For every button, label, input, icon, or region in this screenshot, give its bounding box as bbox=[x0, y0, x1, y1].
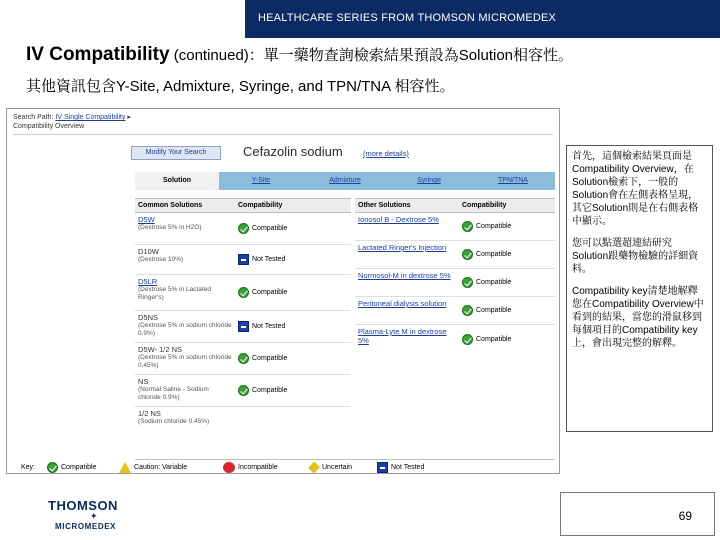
callout-paragraph: 首先，這個檢索結果頁面是Compatibility Overview，在Solution檢索下，一般的Solution會在左側表格呈現，其它Solution則是在右側表格中顯示。 bbox=[572, 151, 699, 227]
page-number-box bbox=[560, 492, 715, 536]
solution-desc: (Normal Saline - Sodium chloride 0.9%) bbox=[138, 386, 209, 401]
key-item-compatible[interactable] bbox=[47, 462, 96, 473]
table-row bbox=[355, 269, 555, 297]
table-row bbox=[355, 241, 555, 269]
solution-link[interactable]: Ionosol B - Dextrose 5% bbox=[358, 215, 439, 224]
micromedex-logo: MICROMEDEX bbox=[55, 522, 117, 531]
table-row bbox=[355, 213, 555, 241]
solution-desc: (Dextrose 10%) bbox=[138, 256, 184, 263]
status-text: Not Tested bbox=[252, 256, 286, 263]
not-tested-icon bbox=[238, 254, 249, 265]
status-text: Compatible bbox=[252, 355, 288, 362]
header-left-block bbox=[0, 0, 245, 38]
modify-search-button[interactable]: Modify Your Search bbox=[131, 146, 221, 160]
common-solutions-table bbox=[135, 198, 351, 433]
table-row bbox=[135, 375, 351, 407]
tab-admixture[interactable]: Admixture bbox=[329, 177, 361, 184]
solution-link[interactable]: Lactated Ringer's Injection bbox=[358, 243, 447, 252]
table-row bbox=[135, 245, 351, 275]
slide-subtitle: 其他資訊包含Y-Site, Admixture, Syringe, and TPN/TNA 相容性。 bbox=[26, 78, 455, 95]
solution-desc: (Sodium chloride 0.45%) bbox=[138, 418, 210, 425]
status-text: Compatible bbox=[476, 279, 512, 286]
compatible-icon bbox=[238, 353, 249, 364]
slide-title bbox=[26, 44, 573, 66]
solution-link[interactable]: Normosol-M in dextrose 5% bbox=[358, 271, 451, 280]
solution-desc: (Dextrose 5% in Lactated Ringer's) bbox=[138, 286, 211, 301]
solution-link[interactable]: D5W bbox=[138, 215, 155, 224]
solution-desc: (Dextrose 5% in sodium chloride 0.45%) bbox=[138, 354, 232, 369]
compatible-icon bbox=[238, 287, 249, 298]
status-text: Compatible bbox=[252, 289, 288, 296]
table-row bbox=[135, 343, 351, 375]
series-tag: HEALTHCARE SERIES FROM THOMSON MICROMEDEX bbox=[258, 12, 557, 24]
column-header: Compatibility bbox=[238, 202, 283, 209]
table-row bbox=[135, 275, 351, 311]
compatibility-key bbox=[21, 459, 555, 473]
title-rest: (continued)：單一藥物查詢檢索結果預設為Solution相容性。 bbox=[169, 47, 573, 64]
compatible-icon bbox=[238, 223, 249, 234]
key-item-caution[interactable] bbox=[119, 462, 187, 473]
status-text: Compatible bbox=[476, 251, 512, 258]
not-tested-icon bbox=[377, 462, 388, 473]
tab-y-site[interactable]: Y-Site bbox=[251, 177, 271, 184]
status-text: Compatible bbox=[476, 307, 512, 314]
table-row bbox=[135, 311, 351, 343]
compatibility-tabs bbox=[135, 172, 555, 190]
compatible-icon bbox=[462, 334, 473, 345]
compatible-icon bbox=[462, 305, 473, 316]
header-band bbox=[0, 0, 720, 38]
more-details-link[interactable]: (more details) bbox=[363, 149, 409, 158]
column-header: Common Solutions bbox=[138, 202, 203, 209]
solution-name: D5NS bbox=[138, 313, 159, 322]
solution-link[interactable]: Peritoneal dialysis solution bbox=[358, 299, 447, 308]
compatible-icon bbox=[462, 221, 473, 232]
divider bbox=[13, 134, 553, 135]
key-item-incompatible[interactable] bbox=[223, 462, 278, 473]
not-tested-icon bbox=[238, 321, 249, 332]
column-header: Other Solutions bbox=[358, 202, 411, 209]
status-text: Compatible bbox=[252, 387, 288, 394]
explanation-callout bbox=[566, 145, 713, 432]
table-header bbox=[135, 199, 351, 213]
key-text: Uncertain bbox=[322, 463, 352, 471]
uncertain-icon bbox=[308, 462, 320, 474]
solution-link[interactable]: D5LR bbox=[138, 277, 158, 286]
solution-name: 1/2 NS bbox=[138, 409, 161, 418]
key-item-not-tested[interactable] bbox=[377, 462, 424, 473]
other-solutions-table bbox=[355, 198, 555, 353]
caution-icon bbox=[119, 462, 131, 473]
callout-paragraph: Compatibility key清楚地解釋您在Compatibility Overview中看到的結果，當您的滑鼠移到每個項目的Compatibility key上，會出現完整的解釋。 bbox=[572, 286, 704, 349]
compatible-icon bbox=[462, 249, 473, 260]
table-row bbox=[135, 213, 351, 245]
embedded-screenshot bbox=[6, 108, 560, 474]
key-item-uncertain[interactable] bbox=[309, 462, 352, 473]
solution-desc: (Dextrose 5% in H2O) bbox=[138, 224, 202, 231]
tab-syringe[interactable]: Syringe bbox=[417, 177, 441, 184]
title-main: IV Compatibility bbox=[26, 44, 170, 65]
table-header bbox=[355, 199, 555, 213]
compatible-icon bbox=[462, 277, 473, 288]
status-text: Compatible bbox=[252, 225, 288, 232]
table-row bbox=[355, 297, 555, 325]
search-path-label: Search Path: bbox=[13, 114, 56, 121]
key-text: Compatible bbox=[61, 463, 97, 471]
compatible-icon bbox=[47, 462, 58, 473]
compatible-icon bbox=[238, 385, 249, 396]
drug-name: Cefazolin sodium bbox=[243, 144, 343, 159]
table-row bbox=[355, 325, 555, 353]
page-number: 69 bbox=[678, 509, 692, 523]
star-icon: ✦ bbox=[90, 511, 98, 521]
solution-name: D5W- 1/2 NS bbox=[138, 345, 183, 354]
thomson-logo: THOMSON bbox=[48, 498, 118, 513]
status-text: Compatible bbox=[476, 223, 512, 230]
key-text: Caution: Variable bbox=[134, 463, 188, 471]
status-text: Not Tested bbox=[252, 323, 286, 330]
status-text: Compatible bbox=[476, 335, 512, 343]
tab-solution[interactable]: Solution bbox=[135, 172, 219, 190]
key-text: Not Tested bbox=[391, 463, 425, 471]
search-path-arrow-icon: ▸ bbox=[127, 114, 131, 121]
key-text: Incompatible bbox=[238, 463, 278, 471]
search-path-sub: Compatibility Overview bbox=[13, 123, 85, 130]
solution-desc: (Dextrose 5% in sodium chloride 0.9%) bbox=[138, 322, 232, 337]
tab-tpn-tna[interactable]: TPN/TNA bbox=[498, 177, 528, 184]
column-header: Compatibility bbox=[462, 202, 507, 209]
solution-link[interactable]: Plasma-Lyte M in dextrose 5% bbox=[358, 327, 447, 345]
solution-name: D10W bbox=[138, 247, 159, 256]
table-row bbox=[135, 407, 351, 433]
search-path-link[interactable]: IV Single Compatibility bbox=[55, 114, 126, 121]
key-label: Key: bbox=[21, 463, 36, 471]
search-path bbox=[13, 113, 131, 131]
incompatible-icon bbox=[223, 462, 235, 473]
solution-name: NS bbox=[138, 377, 149, 386]
callout-paragraph: 您可以點選超連結研究Solution跟藥物檢驗的詳細資料。 bbox=[572, 238, 699, 275]
